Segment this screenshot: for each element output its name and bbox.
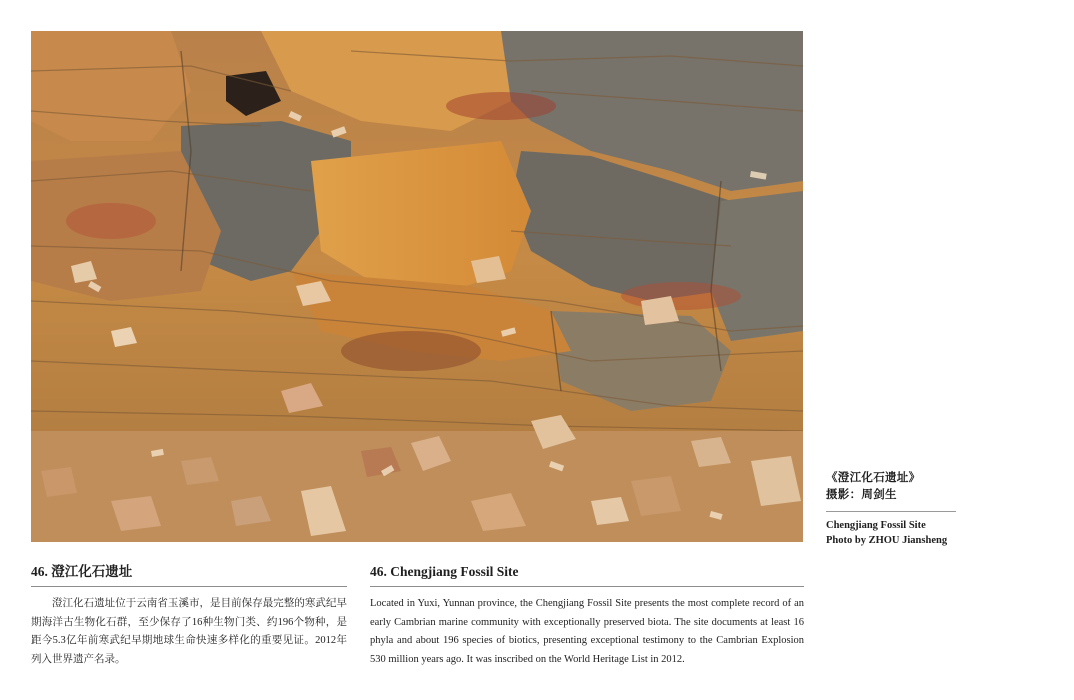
rock-photo <box>31 31 803 542</box>
rock-illustration <box>31 31 803 542</box>
photo-caption <box>826 470 958 548</box>
caption-zh-credit: 摄影：周剑生 <box>826 489 897 501</box>
caption-zh-title: 《澄江化石遗址》 <box>826 472 921 484</box>
english-heading: 46. Chengjiang Fossil Site <box>370 563 804 587</box>
caption-divider <box>826 511 956 512</box>
caption-en-title: Chengjiang Fossil Site <box>826 520 926 531</box>
caption-en-credit: Photo by ZHOU Jiansheng <box>826 535 948 546</box>
chinese-heading: 46. 澄江化石遗址 <box>31 563 347 587</box>
chinese-body: 澄江化石遗址位于云南省玉溪市，是目前保存最完整的寒武纪早期海洋古生物化石群，至少保存了16种生物门类、约196个物种，是距今5.3亿年前寒武纪早期地球生命快速多样化的重要见证。2012年列入世界遗产名录。 <box>31 598 347 665</box>
english-column <box>370 563 804 669</box>
english-body: Located in Yuxi, Yunnan province, the Chengjiang Fossil Site presents the most complete record of an early Cambrian marine community with exceptionally preserved biota. The site documents at least 16 phyla and about 196 species of biotics, presenting exceptional testimony to the Cambrian Explosion 530 million years ago. It was inscribed on the World Heritage List in 2012. <box>370 598 804 665</box>
chinese-column <box>31 563 347 669</box>
